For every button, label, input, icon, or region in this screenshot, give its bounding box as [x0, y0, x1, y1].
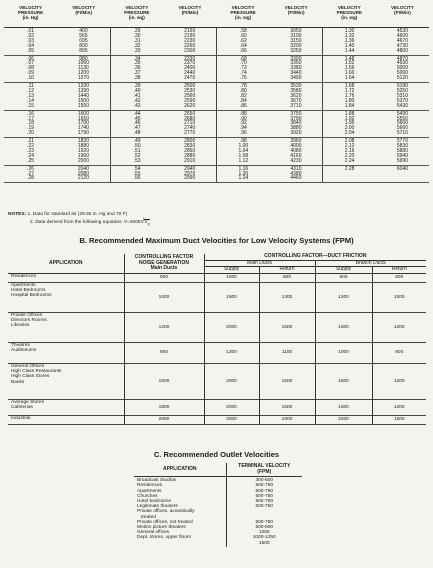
- vp-cell: 1.30 1.32 1.36 1.40 1.44: [323, 28, 376, 56]
- branch-return-cell: 1200: [372, 312, 426, 342]
- main-return-cell: 1300: [259, 282, 315, 312]
- branch-return-cell: 1500: [372, 415, 426, 424]
- main-return-cell: 1500: [259, 312, 315, 342]
- branch-return-cell: 1000: [372, 282, 426, 312]
- vp-cell: .34 .35 .36 .37 .38: [110, 55, 163, 83]
- vp-cell: .58 .60 .62 .64 .66: [217, 28, 270, 56]
- outlet-body-row: [134, 477, 302, 547]
- table-row: [8, 363, 426, 399]
- vp-cell: .44 .45 .46 .47 .48: [110, 110, 163, 138]
- velocity-row-group: [4, 28, 429, 56]
- vp-cell: .78 .80 .82 .84 .86: [217, 83, 270, 111]
- vel-header-2: VELOCITY (Ft/Min): [163, 4, 216, 28]
- branch-supply-cell: 1000: [315, 342, 372, 363]
- branch-supply-cell: 1600: [315, 363, 372, 399]
- vel-cell: 3960 4000 4080 4160 4230: [270, 138, 323, 166]
- outlet-header-row: [134, 463, 302, 477]
- branch-return-cell: 1200: [372, 399, 426, 415]
- main-return-header: Return: [259, 267, 315, 274]
- branch-supply-cell: 1200: [315, 282, 372, 312]
- vel-cell: 5190 5250 5310 5370 5430: [376, 83, 429, 111]
- vp-header-1: VELOCITY PRESSURE (in. Hg): [4, 4, 57, 28]
- noise-header: CONTROLLING FACTOR NOISE GENERATION Main Ducts: [124, 254, 204, 273]
- sqrt-icon: √: [140, 217, 145, 225]
- main-supply-cell: 1500: [204, 282, 259, 312]
- table-row: [8, 282, 426, 312]
- vel-header-4: VELOCITY (Ft/Min): [376, 4, 429, 28]
- vp-cell: .01 .02 .03 .04 .05: [4, 28, 57, 56]
- velocity-pressure-table: [4, 4, 429, 183]
- vel-cell: 980 1060 1130 1200 1270: [57, 55, 110, 83]
- branch-supply-cell: 1600: [315, 399, 372, 415]
- vp-cell: .39 .40 .41 .42 .43: [110, 83, 163, 111]
- vel-cell: 2500 2530 2560 2590 2620: [163, 83, 216, 111]
- terminal-velocity-header: TERMINAL VELOCITY (FPM): [226, 463, 302, 477]
- main-return-cell: 1500: [259, 399, 315, 415]
- vel-cell: 1330 1390 1440 1500 1550: [57, 83, 110, 111]
- radicand: [144, 219, 149, 225]
- vp-cell: .06 .07 .08 .09 .10: [4, 55, 57, 83]
- vel-cell: 5770 5830 5880 5940 5990: [376, 138, 429, 166]
- vp-cell: .68 .70 .72 .74 .76: [217, 55, 270, 83]
- vel-cell: 1830 1880 1920 1960 2000: [57, 138, 110, 166]
- main-supply-cell: 2000: [204, 363, 259, 399]
- application-cell: General Offices High Class Restaurants High Class Stores Banks: [8, 363, 124, 399]
- radicand-var: V: [144, 219, 148, 225]
- main-return-cell: 800: [259, 273, 315, 282]
- note-2: [8, 219, 150, 228]
- vp-cell: .49 .50 .51 .52 .53: [110, 138, 163, 166]
- note-1-text: 1. Data for standard air (29.92 in. Hg and 70 F): [27, 212, 128, 217]
- main-supply-cell: 1000: [204, 273, 259, 282]
- vp-cell: .21 .22 .23 .24 .25: [4, 138, 57, 166]
- noise-cell: 1500: [124, 363, 204, 399]
- table-row: [8, 415, 426, 424]
- vel-cell: 4530 4600 4670 4730 4800: [376, 28, 429, 56]
- vp-cell: .26 .27 .28: [4, 165, 57, 183]
- vp-cell: 1.48 1.52 1.56 1.60 1.64: [323, 55, 376, 83]
- branch-return-cell: 800: [372, 342, 426, 363]
- noise-cell: 1200: [124, 312, 204, 342]
- vel-cell: 3750 3790 3840 3880 3920: [270, 110, 323, 138]
- duct-velocity-table: [8, 254, 426, 425]
- table-notes: [8, 212, 150, 227]
- table-row: [8, 312, 426, 342]
- noise-cell: 1800: [124, 399, 204, 415]
- note-1: [8, 212, 150, 219]
- application-header: APPLICATION: [8, 254, 124, 273]
- vel-cell: 2940 2970 2990: [163, 165, 216, 183]
- application-cell: Average Stores Cafeterias: [8, 399, 124, 415]
- radicand-sub: p: [147, 221, 150, 226]
- main-return-cell: 1500: [259, 363, 315, 399]
- vp-header-4: VELOCITY PRESSURE (in. wg): [323, 4, 376, 28]
- branch-supply-cell: 1600: [315, 312, 372, 342]
- vel-cell: 1600 1650 1700 1740 1790: [57, 110, 110, 138]
- vp-cell: .11 .12 .13 .14 .15: [4, 83, 57, 111]
- application-cell: Residences: [8, 273, 124, 282]
- vp-cell: 1.16 1.20 1.24: [217, 165, 270, 183]
- vel-cell: 2800 2830 2860 2880 2910: [163, 138, 216, 166]
- vp-header-3: VELOCITY PRESSURE (in. wg): [217, 4, 270, 28]
- vp-cell: 2.28: [323, 165, 376, 183]
- branch-return-cell: 600: [372, 273, 426, 282]
- vel-cell: 6040: [376, 165, 429, 183]
- noise-cell: 800: [124, 342, 204, 363]
- application-cell: Private Offices Directors Rooms Libraries: [8, 312, 124, 342]
- main-supply-cell: 2000: [204, 312, 259, 342]
- vp-header-2: VELOCITY PRESSURE (in. wg): [110, 4, 163, 28]
- vel-cell: 2040 2080 2120: [57, 165, 110, 183]
- outlet-application-header: APPLICATION: [134, 463, 226, 477]
- main-supply-cell: 3000: [204, 415, 259, 424]
- vel-cell: 3300 3350 3380 3440 3490: [270, 55, 323, 83]
- note-2-text: 2. Data derived from the following equation: V=4005: [30, 219, 141, 225]
- vel-cell: 2150 2190 2230 2260 2300: [163, 28, 216, 56]
- velocity-table-header: [4, 4, 429, 28]
- main-return-cell: 1100: [259, 342, 315, 363]
- velocity-row-group: [4, 138, 429, 166]
- main-ducts-header: Main Ducts: [204, 260, 315, 267]
- vp-cell: .16 .17 .18 .19 .20: [4, 110, 57, 138]
- branch-supply-cell: 600: [315, 273, 372, 282]
- vel-cell: 2650 2680 2710 2740 2770: [163, 110, 216, 138]
- section-c-title: C. Recommended Outlet Velocities: [153, 450, 280, 459]
- velocity-row-group: [4, 110, 429, 138]
- branch-ducts-header: Branch Ducts: [315, 260, 426, 267]
- velocity-row-group: [4, 83, 429, 111]
- branch-return-header: Return: [372, 267, 426, 274]
- main-supply-header: Supply: [204, 267, 259, 274]
- section-b-title: B. Recommended Maximum Duct Velocities for Low Velocity Systems (FPM): [79, 236, 354, 245]
- vel-cell: 5490 5550 5600 5660 5710: [376, 110, 429, 138]
- vel-cell: 3050 3100 3150 3200 3250: [270, 28, 323, 56]
- vp-cell: .98 1.00 1.04 1.08 1.12: [217, 138, 270, 166]
- table-row: [8, 399, 426, 415]
- main-return-cell: 1800: [259, 415, 315, 424]
- outlet-application-list: Broadcast Studios Residences Apartments Churches Hotel bedrooms Legitimate theaters Private offices, acoustically treated Private offices, not treated Motion picture theaters General offices Dept. stores, upper floors: [137, 478, 195, 541]
- branch-supply-cell: 2200: [315, 415, 372, 424]
- vel-header-3: VELOCITY (Ft/Min): [270, 4, 323, 28]
- main-supply-cell: 1300: [204, 342, 259, 363]
- vel-cell: 3530 3580 3620 3670 3710: [270, 83, 323, 111]
- velocity-row-group: [4, 165, 429, 183]
- main-supply-cell: 2000: [204, 399, 259, 415]
- vel-cell: 400 565 695 800 895: [57, 28, 110, 56]
- vel-cell: 4870 4930 5000 5060 5120: [376, 55, 429, 83]
- velocity-row-group: [4, 55, 429, 83]
- outlet-velocity-table: [134, 463, 302, 547]
- noise-cell: 1000: [124, 282, 204, 312]
- vp-cell: 2.08 2.12 2.16 2.20 2.24: [323, 138, 376, 166]
- notes-label: NOTES:: [8, 212, 27, 217]
- vp-cell: 1.88 1.92 1.96 2.00 2.04: [323, 110, 376, 138]
- vp-cell: 1.68 1.72 1.76 1.80 1.84: [323, 83, 376, 111]
- vel-cell: 2330 2370 2400 2440 2470: [163, 55, 216, 83]
- vp-cell: .29 .30 .31 .32 .33: [110, 28, 163, 56]
- vel-header-1: VELOCITY (Ft/Min): [57, 4, 110, 28]
- vp-cell: .54 .55 .56: [110, 165, 163, 183]
- noise-cell: 2500: [124, 415, 204, 424]
- friction-header: CONTROLLING FACTOR—DUCT FRICTION: [204, 254, 426, 260]
- table-row: [8, 273, 426, 282]
- vel-cell: 4310 4380 4460: [270, 165, 323, 183]
- application-cell: Apartments Hotel Bedrooms Hospital Bedrooms: [8, 282, 124, 312]
- table-row: [8, 342, 426, 363]
- application-cell: Theatres Auditoriums: [8, 342, 124, 363]
- vp-cell: .88 .90 .92 .94 .96: [217, 110, 270, 138]
- branch-supply-header: Supply: [315, 267, 372, 274]
- noise-cell: 600: [124, 273, 204, 282]
- application-cell: Industrial: [8, 415, 124, 424]
- outlet-velocity-list: 300-500 500-750 500-750 500-750 500-750 500-750 500-750 500-800 1000 1000-1250 1500: [226, 477, 302, 547]
- branch-return-cell: 1200: [372, 363, 426, 399]
